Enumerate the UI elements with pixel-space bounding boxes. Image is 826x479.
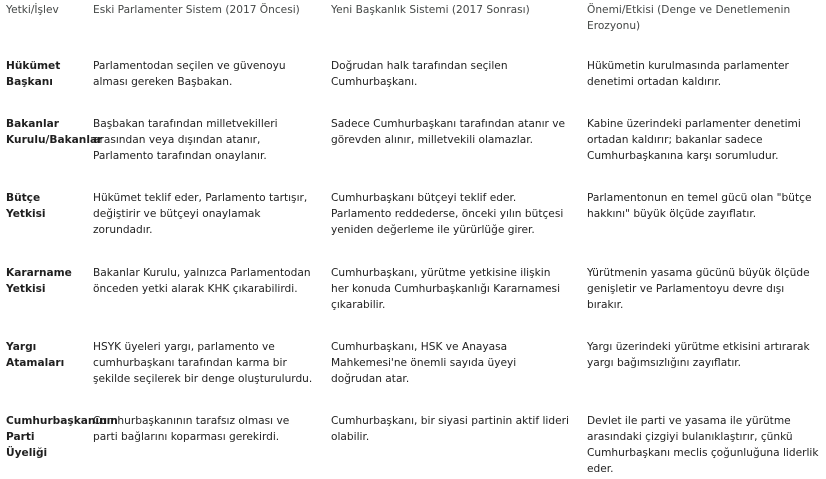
row-label: Bakanlar Kurulu/Bakanlar	[6, 118, 103, 146]
row-old-system: Bakanlar Kurulu, yalnızca Parlamentodan önceden yetki alarak KHK çıkarabilirdi.	[93, 267, 311, 295]
row-new-system: Doğrudan halk tarafından seçilen Cumhurbaşkanı.	[331, 60, 508, 88]
row-label: Yargı Atamaları	[6, 341, 65, 369]
row-old-system: Parlamentodan seçilen ve güvenoyu alması gereken Başbakan.	[93, 60, 286, 88]
row-new-system: Cumhurbaşkanı, bir siyasi partinin aktif lideri olabilir.	[331, 415, 569, 443]
row-old-system: Hükümet teklif eder, Parlamento tartışır, değiştirir ve bütçeyi onaylamak zorundadır.	[93, 192, 308, 236]
row-new-system: Cumhurbaşkanı bütçeyi teklif eder. Parlamento reddederse, önceki yılın bütçesi yeniden değerleme ile yürürlüğe girer.	[331, 192, 564, 236]
row-old-system: Cumhurbaşkanının tarafsız olması ve parti bağlarını koparması gerekirdi.	[93, 415, 290, 443]
header-col-old-system: Eski Parlamenter Sistem (2017 Öncesi)	[93, 4, 300, 16]
row-impact: Devlet ile parti ve yasama ile yürütme arasındaki çizgiyi bulanıklaştırır, çünkü Cumhurbaşkanı meclis çoğunluğuna liderlik eder.	[587, 415, 819, 475]
row-label: Hükümet Başkanı	[6, 60, 61, 88]
row-old-system: HSYK üyeleri yargı, parlamento ve cumhurbaşkanı tarafından karma bir şekilde seçilerek bir denge oluşturulurdu.	[93, 341, 313, 385]
header-col-new-system: Yeni Başkanlık Sistemi (2017 Sonrası)	[331, 4, 530, 16]
row-impact: Yargı üzerindeki yürütme etkisini artırarak yargı bağımsızlığını zayıflatır.	[587, 341, 810, 369]
row-impact: Hükümetin kurulmasında parlamenter denetimi ortadan kaldırır.	[587, 60, 789, 88]
row-old-system: Başbakan tarafından milletvekilleri arasından veya dışından atanır, Parlamento tarafından onaylanır.	[93, 118, 278, 162]
row-impact: Parlamentonun en temel gücü olan "bütçe hakkını" büyük ölçüde zayıflatır.	[587, 192, 812, 220]
row-new-system: Cumhurbaşkanı, yürütme yetkisine ilişkin her konuda Cumhurbaşkanlığı Kararnamesi çıkarabilir.	[331, 267, 561, 311]
header-col-impact: Önemi/Etkisi (Denge ve Denetlemenin Erozyonu)	[587, 4, 791, 32]
row-new-system: Sadece Cumhurbaşkanı tarafından atanır ve görevden alınır, milletvekili olamazlar.	[331, 118, 566, 146]
row-label: Bütçe Yetkisi	[6, 192, 46, 220]
row-impact: Yürütmenin yasama gücünü büyük ölçüde genişletir ve Parlamentoyu devre dışı bırakır.	[587, 267, 810, 311]
row-label: Kararname Yetkisi	[6, 267, 72, 295]
row-new-system: Cumhurbaşkanı, HSK ve Anayasa Mahkemesi'ne önemli sayıda üyeyi doğrudan atar.	[331, 341, 517, 385]
row-impact: Kabine üzerindeki parlamenter denetimi ortadan kaldırır; bakanlar sadece Cumhurbaşkanına karşı sorumludur.	[587, 118, 801, 162]
row-label: Cumhurbaşkanının Parti Üyeliği	[6, 415, 118, 459]
header-col-authority: Yetki/İşlev	[6, 4, 59, 16]
